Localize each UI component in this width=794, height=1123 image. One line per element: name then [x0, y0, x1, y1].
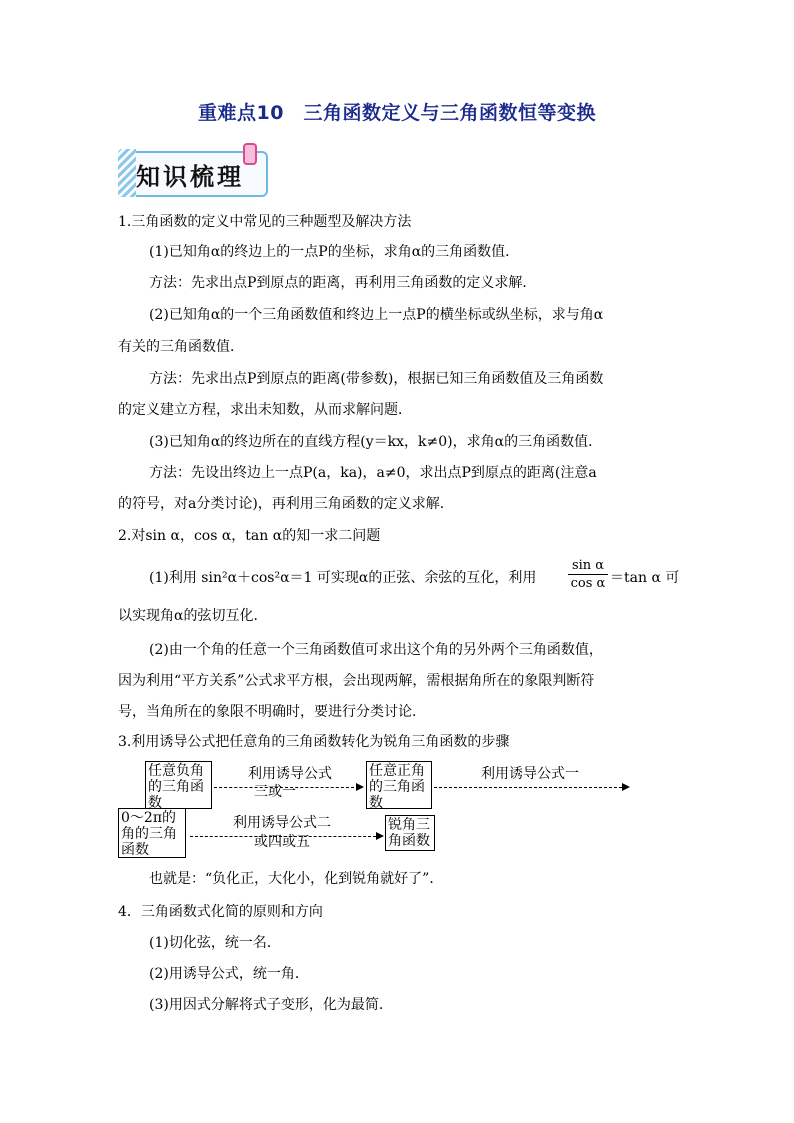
flow-box-negative-angle: 任意负角的三角函数	[145, 761, 212, 809]
paper-clip-icon	[243, 143, 257, 165]
fraction-sin-over-cos	[568, 557, 608, 592]
s1-method-1: 方法：先求出点P到原点的距离，再利用三角函数的定义求解．	[149, 275, 537, 291]
s1-problem-3: (3)已知角α的终边所在的直线方程(y＝kx，k≠0)，求角α的三角函数值．	[149, 434, 603, 450]
s1-problem-2b: 有关的三角函数值．	[118, 339, 244, 355]
flow-arrow-1-head	[356, 783, 364, 791]
flow-label-1a: 利用诱导公式	[248, 766, 332, 782]
s4-item-1: (1)切化弦，统一名．	[149, 935, 281, 951]
s1-method-3b: 的符号，对a分类讨论)，再利用三角函数的定义求解．	[118, 496, 454, 512]
s1-problem-1: (1)已知角α的终边上的一点P的坐标，求角α的三角函数值．	[149, 244, 520, 260]
s2-p2a: (2)由一个角的任意一个三角函数值可求出这个角的另外两个三角函数值，	[149, 642, 603, 658]
page-title: 重难点10 三角函数定义与三角函数恒等变换	[198, 102, 596, 124]
s2-p1b: 以实现角α的弦切互化．	[118, 608, 268, 624]
section-4-heading: 4．三角函数式化简的原则和方向	[118, 904, 323, 920]
s2-p1-post: ＝tan α 可	[610, 570, 680, 586]
s2-p2b: 因为利用“平方关系”公式求平方根，会出现两解，需根据角所在的象限判断符	[118, 673, 595, 689]
s2-p2c: 号，当角所在的象限不明确时，要进行分类讨论．	[118, 704, 426, 720]
flow-box-0-2pi-angle: 0～2π的角的三角函数	[118, 808, 186, 858]
banner-text: 知识梳理	[136, 162, 244, 191]
section-1-heading: 1.三角函数的定义中常见的三种题型及解决方法	[118, 214, 412, 230]
fraction-numerator: sin α	[568, 557, 608, 575]
s1-method-2b: 的定义建立方程，求出未知数，从而求解问题．	[118, 402, 412, 418]
flow-arrow-2-line	[434, 787, 622, 788]
flow-label-1b: 三或一	[254, 784, 296, 800]
s3-summary: 也就是：“负化正，大化小，化到锐角就好了”．	[149, 871, 444, 887]
section-banner	[118, 143, 270, 199]
flow-arrow-3-head	[376, 832, 384, 840]
s1-problem-2a: (2)已知角α的一个三角函数值和终边上一点P的横坐标或纵坐标，求与角α	[149, 307, 604, 323]
s2-p1-pre: (1)利用 sin²α＋cos²α＝1 可实现α的正弦、余弦的互化，利用	[149, 570, 537, 586]
banner-stripe	[118, 149, 136, 197]
flow-label-3b: 或四或五	[254, 834, 310, 850]
flow-arrow-2-head	[622, 783, 630, 791]
s4-item-3: (3)用因式分解将式子变形，化为最简．	[149, 997, 393, 1013]
section-3-heading: 3.利用诱导公式把任意角的三角函数转化为锐角三角函数的步骤	[118, 734, 510, 750]
section-2-heading: 2.对sin α，cos α，tan α的知一求二问题	[118, 528, 381, 544]
fraction-denominator: cos α	[570, 576, 606, 591]
s1-method-2a: 方法：先求出点P到原点的距离(带参数)，根据已知三角函数值及三角函数	[149, 371, 604, 387]
flow-arrow-3-line	[190, 836, 376, 837]
s4-item-2: (2)用诱导公式，统一角．	[149, 966, 309, 982]
flow-box-positive-angle: 任意正角的三角函数	[366, 761, 432, 809]
flow-label-2: 利用诱导公式一	[481, 766, 579, 782]
s1-method-3a: 方法：先设出终边上一点P(a，ka)，a≠0，求出点P到原点的距离(注意a	[149, 465, 597, 481]
flow-arrow-1-line	[214, 787, 354, 788]
flow-label-3a: 利用诱导公式二	[233, 815, 331, 831]
flow-box-acute-angle: 锐角三角函数	[385, 815, 435, 851]
